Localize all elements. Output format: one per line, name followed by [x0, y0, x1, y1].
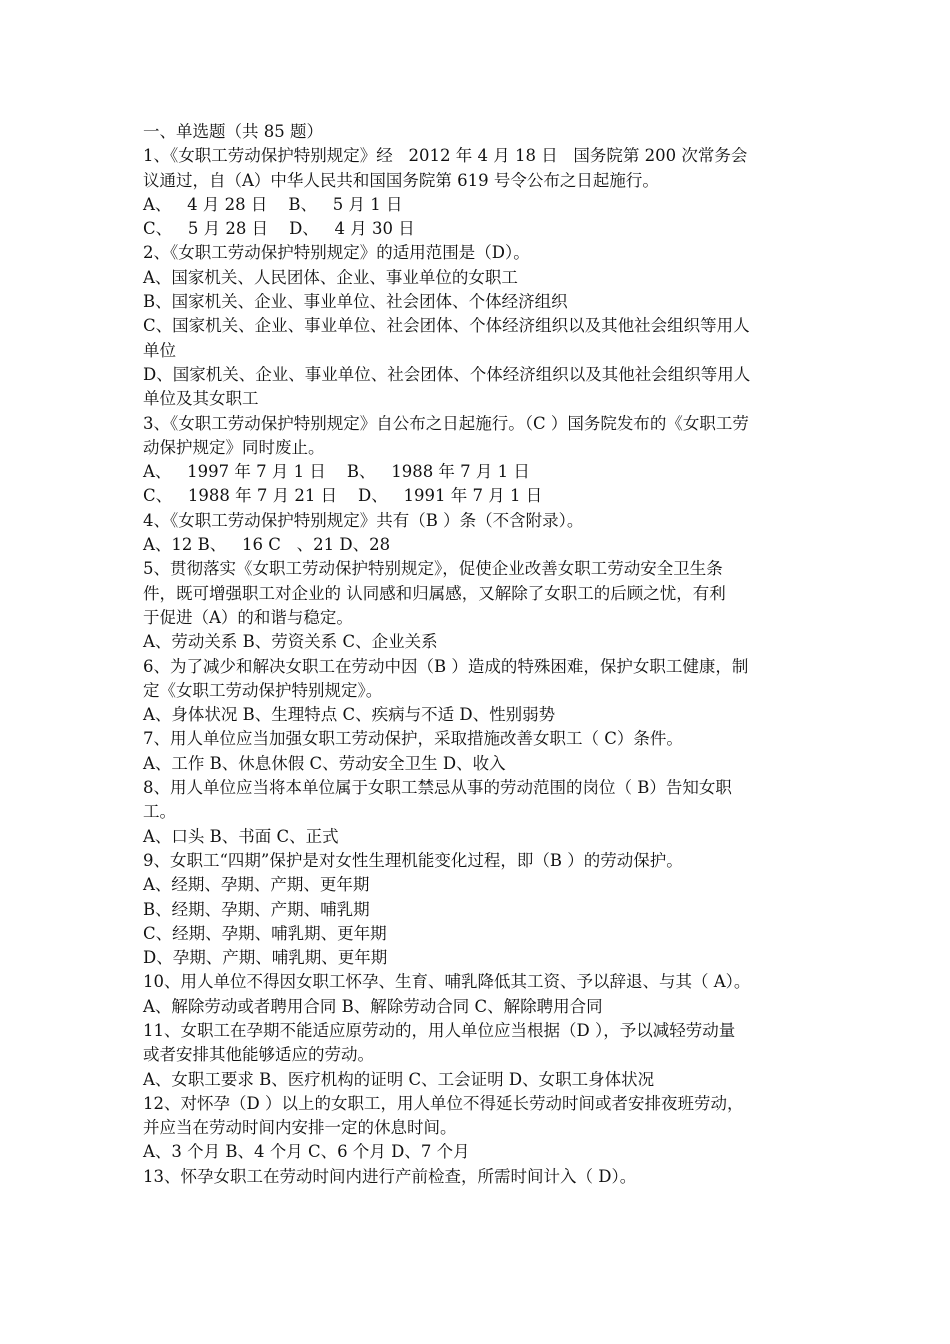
text-line: B、经期、孕期、产期、哺乳期 — [143, 899, 370, 919]
text-line: 13、怀孕女职工在劳动时间内进行产前检查，所需时间计入（ D）。 — [143, 1166, 637, 1186]
text-line: 议通过，自（A）中华人民共和国国务院第 619 号令公布之日起施行。 — [143, 170, 659, 190]
text-line: A、12 B、 16 C 、21 D、28 — [143, 535, 391, 555]
text-line: 于促进（A）的和谐与稳定。 — [143, 607, 353, 627]
text-line: 11、女职工在孕期不能适应原劳动的，用人单位应当根据（D ），予以减轻劳动量 — [143, 1020, 736, 1040]
text-line: 定《女职工劳动保护特别规定》。 — [143, 680, 383, 700]
text-line: 12、对怀孕（D ）以上的女职工，用人单位不得延长劳动时间或者安排夜班劳动， — [143, 1093, 744, 1113]
text-line: C、 5 月 28 日 D、 4 月 30 日 — [143, 219, 415, 239]
text-line: A、国家机关、人民团体、企业、事业单位的女职工 — [143, 267, 518, 287]
text-line: 2、《女职工劳动保护特别规定》的适用范围是（D）。 — [143, 243, 530, 263]
text-line: 6、为了减少和解决女职工在劳动中因（B ）造成的特殊困难，保护女职工健康，制 — [143, 656, 749, 676]
text-line: A、3 个月 B、4 个月 C、6 个月 D、7 个月 — [143, 1142, 470, 1162]
text-line: D、孕期、产期、哺乳期、更年期 — [143, 948, 388, 968]
text-line: 工。 — [143, 802, 176, 822]
text-line: 7、用人单位应当加强女职工劳动保护，采取措施改善女职工（ C）条件。 — [143, 729, 683, 749]
section-heading: 一、单选题（共 85 题） — [143, 122, 323, 141]
text-line: A、经期、孕期、产期、更年期 — [143, 875, 370, 895]
text-line: A、女职工要求 B、医疗机构的证明 C、工会证明 D、女职工身体状况 — [143, 1069, 655, 1089]
text-line: 单位及其女职工 — [143, 389, 259, 409]
text-line: B、国家机关、企业、事业单位、社会团体、个体经济组织 — [143, 292, 568, 312]
text-line: A、工作 B、休息休假 C、劳动安全卫生 D、收入 — [143, 753, 506, 773]
text-line: D、国家机关、企业、事业单位、社会团体、个体经济组织以及其他社会组织等用人 — [143, 364, 751, 384]
text-line: 件，既可增强职工对企业的 认同感和归属感，又解除了女职工的后顾之忧，有利 — [143, 583, 726, 603]
text-line: A、口头 B、书面 C、正式 — [143, 826, 339, 846]
text-line: 并应当在劳动时间内安排一定的休息时间。 — [143, 1118, 457, 1138]
text-line: 3、《女职工劳动保护特别规定》自公布之日起施行。（C ）国务院发布的《女职工劳 — [143, 413, 749, 433]
text-line: A、解除劳动或者聘用合同 B、解除劳动合同 C、解除聘用合同 — [143, 996, 603, 1016]
text-line: 单位 — [143, 340, 176, 360]
text-line: 10、用人单位不得因女职工怀孕、生育、哺乳降低其工资、予以辞退、与其（ A）。 — [143, 972, 751, 992]
text-line: 8、用人单位应当将本单位属于女职工禁忌从事的劳动范围的岗位（ B）告知女职 — [143, 778, 732, 798]
text-line: A、身体状况 B、生理特点 C、疾病与不适 D、性别弱势 — [143, 705, 556, 725]
text-line: 9、女职工“四期”保护是对女性生理机能变化过程，即（B ）的劳动保护。 — [143, 850, 683, 870]
text-line: 5、贯彻落实《女职工劳动保护特别规定》，促使企业改善女职工劳动安全卫生条 — [143, 559, 723, 579]
text-line: 或者安排其他能够适应的劳动。 — [143, 1045, 374, 1065]
text-line: A、 1997 年 7 月 1 日 B、 1988 年 7 月 1 日 — [143, 462, 530, 482]
text-line: C、经期、孕期、哺乳期、更年期 — [143, 923, 387, 943]
document-page — [143, 120, 823, 1189]
text-line: 4、《女职工劳动保护特别规定》共有（B ）条（不含附录）。 — [143, 510, 584, 530]
text-line: C、 1988 年 7 月 21 日 D、 1991 年 7 月 1 日 — [143, 486, 543, 506]
text-line: 1、《女职工劳动保护特别规定》经 2012 年 4 月 18 日 国务院第 200 次常务会 — [143, 146, 748, 166]
text-line: A、 4 月 28 日 B、 5 月 1 日 — [143, 194, 403, 214]
text-line: C、国家机关、企业、事业单位、社会团体、个体经济组织以及其他社会组织等用人 — [143, 316, 750, 336]
text-line: 动保护规定》同时废止。 — [143, 437, 325, 457]
text-line: A、劳动关系 B、劳资关系 C、企业关系 — [143, 632, 438, 652]
